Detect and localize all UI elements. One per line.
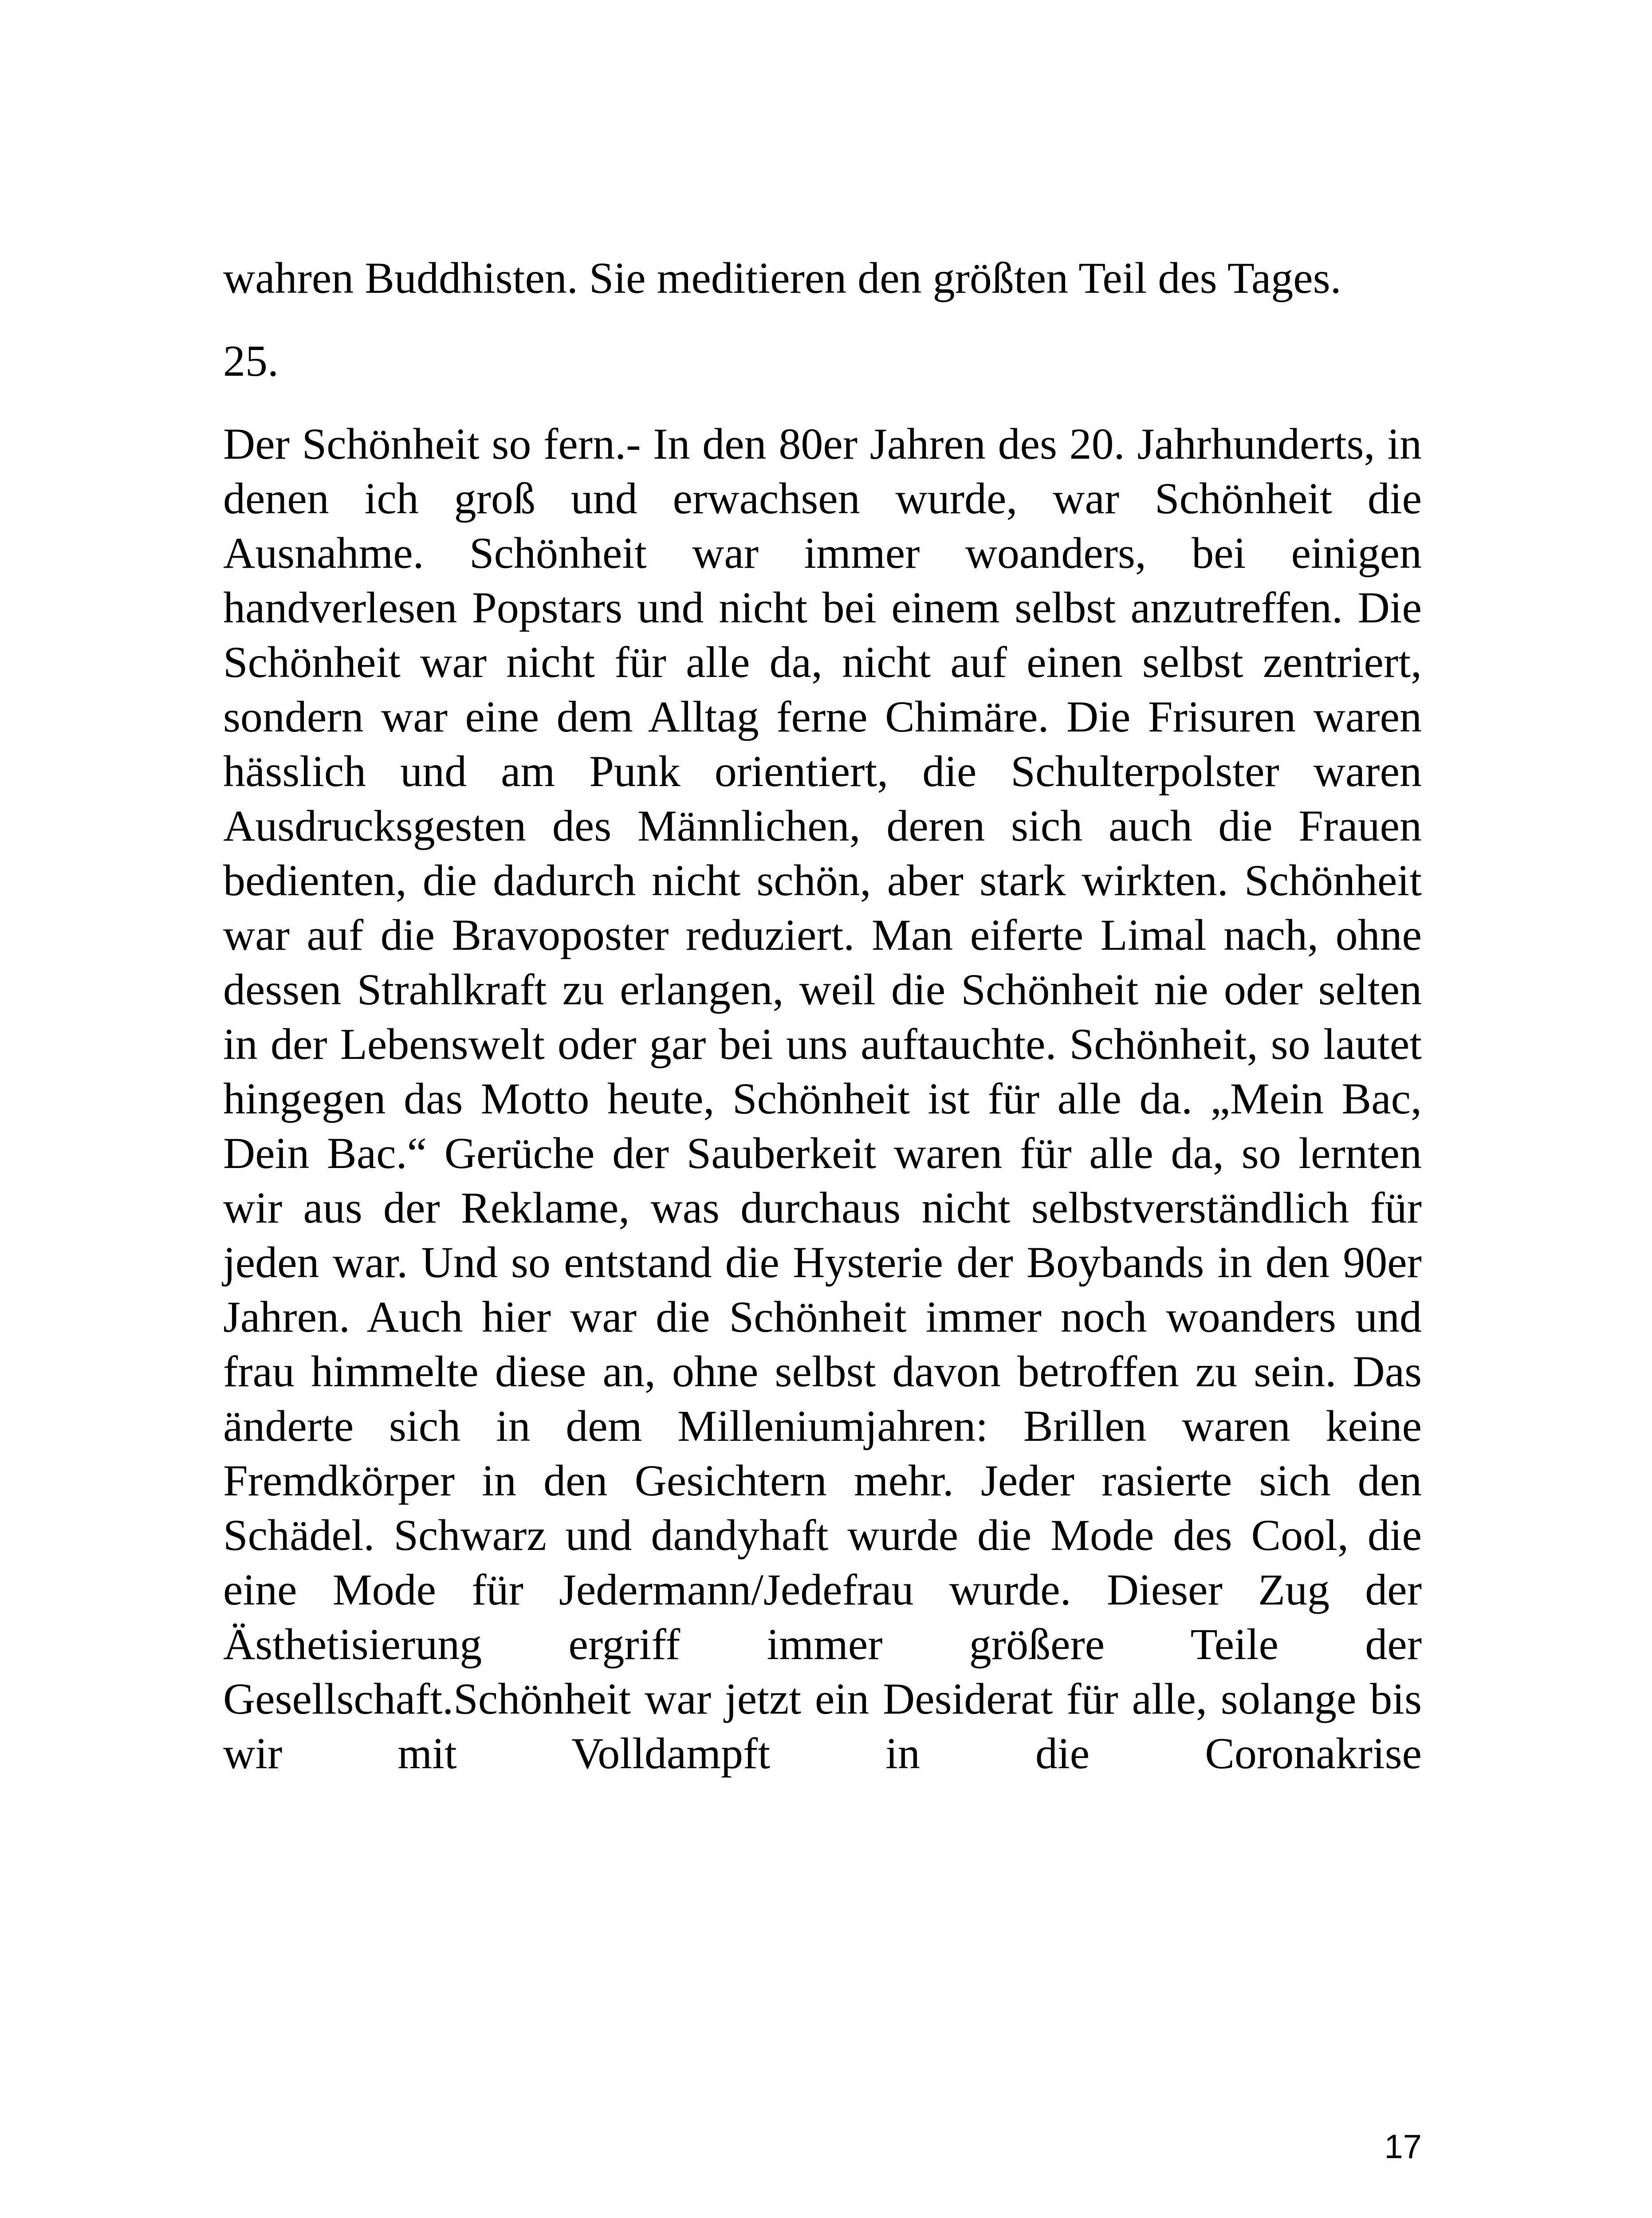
page-number: 17 [1384,2128,1422,2166]
paragraph-main: Der Schönheit so fern.- In den 80er Jahren des 20. Jahrhunderts, in denen ich groß und erwachsen wurde, war Schönheit die Ausnahme. Schönheit war immer woanders, bei einigen handverlesen Popstars und nicht bei einem selbst anzutreffen. Die Schönheit war nicht für alle da, nicht auf einen selbst zentriert, sondern war eine dem Alltag ferne Chimäre. Die Frisuren waren hässlich und am Punk orientiert, die Schulterpolster waren Ausdrucksgesten des Männlichen, deren sich auch die Frauen bedienten, die dadurch nicht schön, aber stark wirkten. Schönheit war auf die Bravoposter reduziert. Man eiferte Limal nach, ohne dessen Strahlkraft zu erlangen, weil die Schönheit nie oder selten in der Lebenswelt oder gar bei uns auftauchte. Schönheit, so lautet hingegen das Motto heute, Schönheit ist für alle da. „Mein Bac, Dein Bac.“ Gerüche der Sauberkeit waren für alle da, so lernten wir aus der Reklame, was durchaus nicht selbstverständlich für jeden war. Und so entstand die Hysterie der Boybands in den 90er Jahren. Auch hier war die Schönheit immer noch woanders und frau himmelte diese an, ohne selbst davon betroffen zu sein. Das änderte sich in dem Milleniumjahren: Brillen waren keine Fremdkörper in den Gesichtern mehr. Jeder rasierte sich den Schädel. Schwarz und dandyhaft wurde die Mode des Cool, die eine Mode für Jedermann/Jedefrau wurde. Dieser Zug der Ästhetisierung ergriff immer größere Teile der Gesellschaft.Schönheit war jetzt ein Desiderat für alle, solange bis wir mit Volldampft in die Coronakrise [223,419,1422,1778]
body-text [223,251,1422,1781]
paragraph-continued: wahren Buddhisten. Sie meditieren den größten Teil des Tages. [223,253,1341,303]
section-number: 25. [223,336,279,385]
